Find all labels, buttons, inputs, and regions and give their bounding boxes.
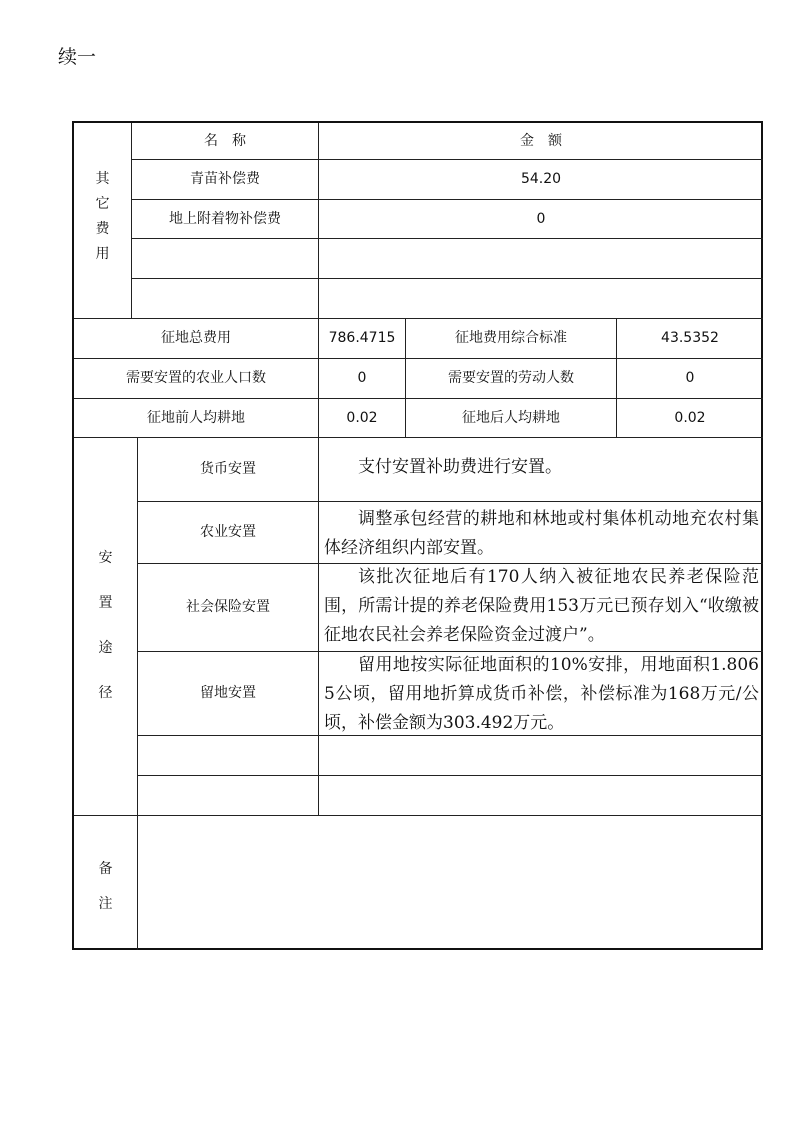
total-cost-label: 征地总费用	[161, 330, 231, 347]
fee-amount: 54.20	[520, 171, 562, 188]
remarks-section-label: 备 注	[98, 861, 113, 912]
header-name: 名 称	[204, 132, 246, 149]
resettlement-name: 社会保险安置	[186, 599, 270, 616]
resettlement-section-label: 安 置 途 径	[98, 550, 113, 701]
after-label: 征地后人均耕地	[462, 409, 560, 426]
resettlement-text	[319, 736, 763, 775]
resettlement-name: 留地安置	[200, 685, 256, 702]
land-acquisition-table	[72, 121, 763, 950]
header-amount: 金 额	[520, 132, 562, 149]
agri-pop-label: 需要安置的农业人口数	[126, 370, 266, 387]
resettlement-text: 留用地按实际征地面积的10%安排，用地面积1.8065公顷，留用地折算成货币补偿，补偿标准为168万元/公顷，补偿金额为303.492万元。	[324, 655, 759, 733]
fee-name	[132, 239, 318, 278]
standard-value: 43.5352	[661, 330, 719, 347]
total-cost-value: 786.4715	[328, 330, 396, 347]
after-value: 0.02	[674, 409, 706, 426]
fee-name	[132, 279, 318, 318]
resettlement-name: 货币安置	[200, 461, 256, 478]
resettlement-name: 农业安置	[200, 524, 256, 541]
resettlement-text: 该批次征地后有170人纳入被征地农民养老保险范围，所需计提的养老保险费用153万元已预存划入“收缴被征地农民社会养老保险资金过渡户”。	[324, 567, 759, 645]
resettlement-text	[319, 776, 763, 815]
labor-value: 0	[685, 370, 695, 387]
fee-name: 地上附着物补偿费	[169, 210, 281, 227]
standard-label: 征地费用综合标准	[455, 330, 567, 347]
page-heading: 续一	[58, 46, 97, 68]
labor-label: 需要安置的劳动人数	[448, 370, 574, 387]
resettlement-text: 调整承包经营的耕地和林地或村集体机动地充农村集体经济组织内部安置。	[324, 509, 759, 558]
resettlement-text: 支付安置补助费进行安置。	[358, 457, 562, 477]
remarks-text	[138, 816, 763, 950]
resettlement-name	[138, 776, 318, 815]
fee-amount	[319, 279, 763, 318]
before-label: 征地前人均耕地	[147, 409, 245, 426]
fee-amount: 0	[536, 210, 546, 227]
before-value: 0.02	[346, 409, 378, 426]
resettlement-name	[138, 736, 318, 775]
fee-name: 青苗补偿费	[190, 171, 260, 188]
fee-amount	[319, 239, 763, 278]
other-fees-section-label: 其 它 费 用	[95, 171, 110, 262]
agri-pop-value: 0	[357, 370, 367, 387]
